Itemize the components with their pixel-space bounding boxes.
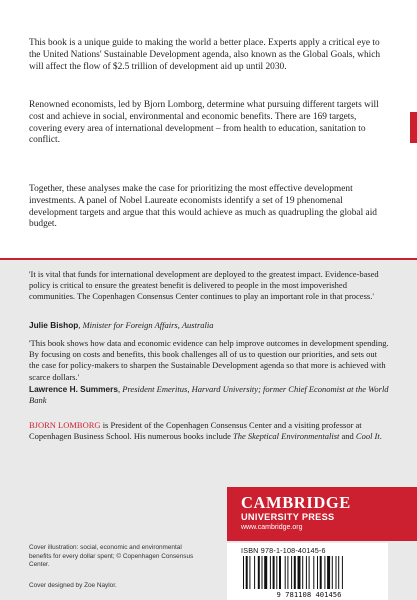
endorser-role-2: President Emeritus, Harvard University; former Chief Economist at the World Bank [29, 384, 389, 406]
publisher-logo-box [227, 487, 417, 541]
isbn-label: ISBN 978-1-108-40145-6 [241, 546, 326, 555]
endorsements-section [0, 260, 417, 600]
illustration-credit: Cover illustration: social, economic and environmental benefits for every dollar spent; © Copenhagen Consensus Center. [29, 544, 194, 569]
endorser-name-1: Julie Bishop [29, 320, 79, 330]
endorser-name-2: Lawrence H. Summers [29, 384, 118, 394]
barcode-icon [239, 556, 379, 598]
book-title-2: Cool It [355, 431, 380, 442]
blurb-paragraph-2: Renowned economists, led by Bjorn Lomborg, determine what pursuing different targets will cost and achieve in social, environmental and economic benefits. There are 169 targets, covering every area of international development – from health to education, sanitation to conflict. [29, 100, 379, 146]
design-credit: Cover designed by Zoe Naylor. [29, 582, 117, 589]
bio-end: . [379, 431, 382, 442]
endorsement-attribution-2: Lawrence H. Summers, President Emeritus, Harvard University; former Chief Economist at the World Bank [29, 384, 389, 406]
endorsement-quote-2: 'This book shows how data and economic evidence can help improve outcomes in development spending. By focusing on costs and benefits, this book challenges all of us to question our priorities, and sets out the case for policy-makers to sharpen the Sustainable Development agenda so that more is achieved with scarce dollars.' [29, 338, 389, 382]
publisher-url: www.cambridge.org [241, 524, 303, 531]
publisher-name: CAMBRIDGE [241, 493, 351, 512]
book-title-1: The Skeptical Environmentalist [232, 431, 340, 442]
red-edge-tab [410, 112, 417, 143]
blurb-section [0, 0, 417, 258]
endorser-role-1: Minister for Foreign Affairs, Australia [82, 320, 214, 330]
barcode-box [227, 543, 388, 600]
blurb-paragraph-3: Together, these analyses make the case for prioritizing the most effective development investments. A panel of Nobel Laureate economists identify a set of 19 phenomenal development targets and argue that this would achieve as much as quadrupling the global aid budget. [29, 184, 377, 230]
author-bio [29, 420, 389, 442]
bio-joiner: and [339, 431, 356, 442]
blurb-paragraph-1: This book is a unique guide to making the world a better place. Experts apply a critical eye to the United Nations' Sustainable Development agenda, also known as the Global Goals, which will affect the flow of $2.5 trillion of development aid up until 2030. [29, 38, 381, 72]
bio-text: is President of the Copenhagen Consensus Center and a visiting professor at Copenhagen Business School. His numerous books include [29, 420, 362, 442]
endorsement-quote-1: 'It is vital that funds for international development are deployed to the greatest impact. Evidence-based policy is critical to ensure the greatest benefit is delivered to people in the most impoverished communities. The Copenhagen Consensus Center continues to play an important role in that process.' [29, 269, 379, 302]
endorsement-attribution-1: Julie Bishop, Minister for Foreign Affairs, Australia [29, 320, 214, 330]
author-name: BJORN LOMBORG [29, 420, 101, 430]
publisher-subtitle: UNIVERSITY PRESS [241, 512, 335, 522]
barcode-digits: 9 781108 401456 [276, 590, 342, 598]
